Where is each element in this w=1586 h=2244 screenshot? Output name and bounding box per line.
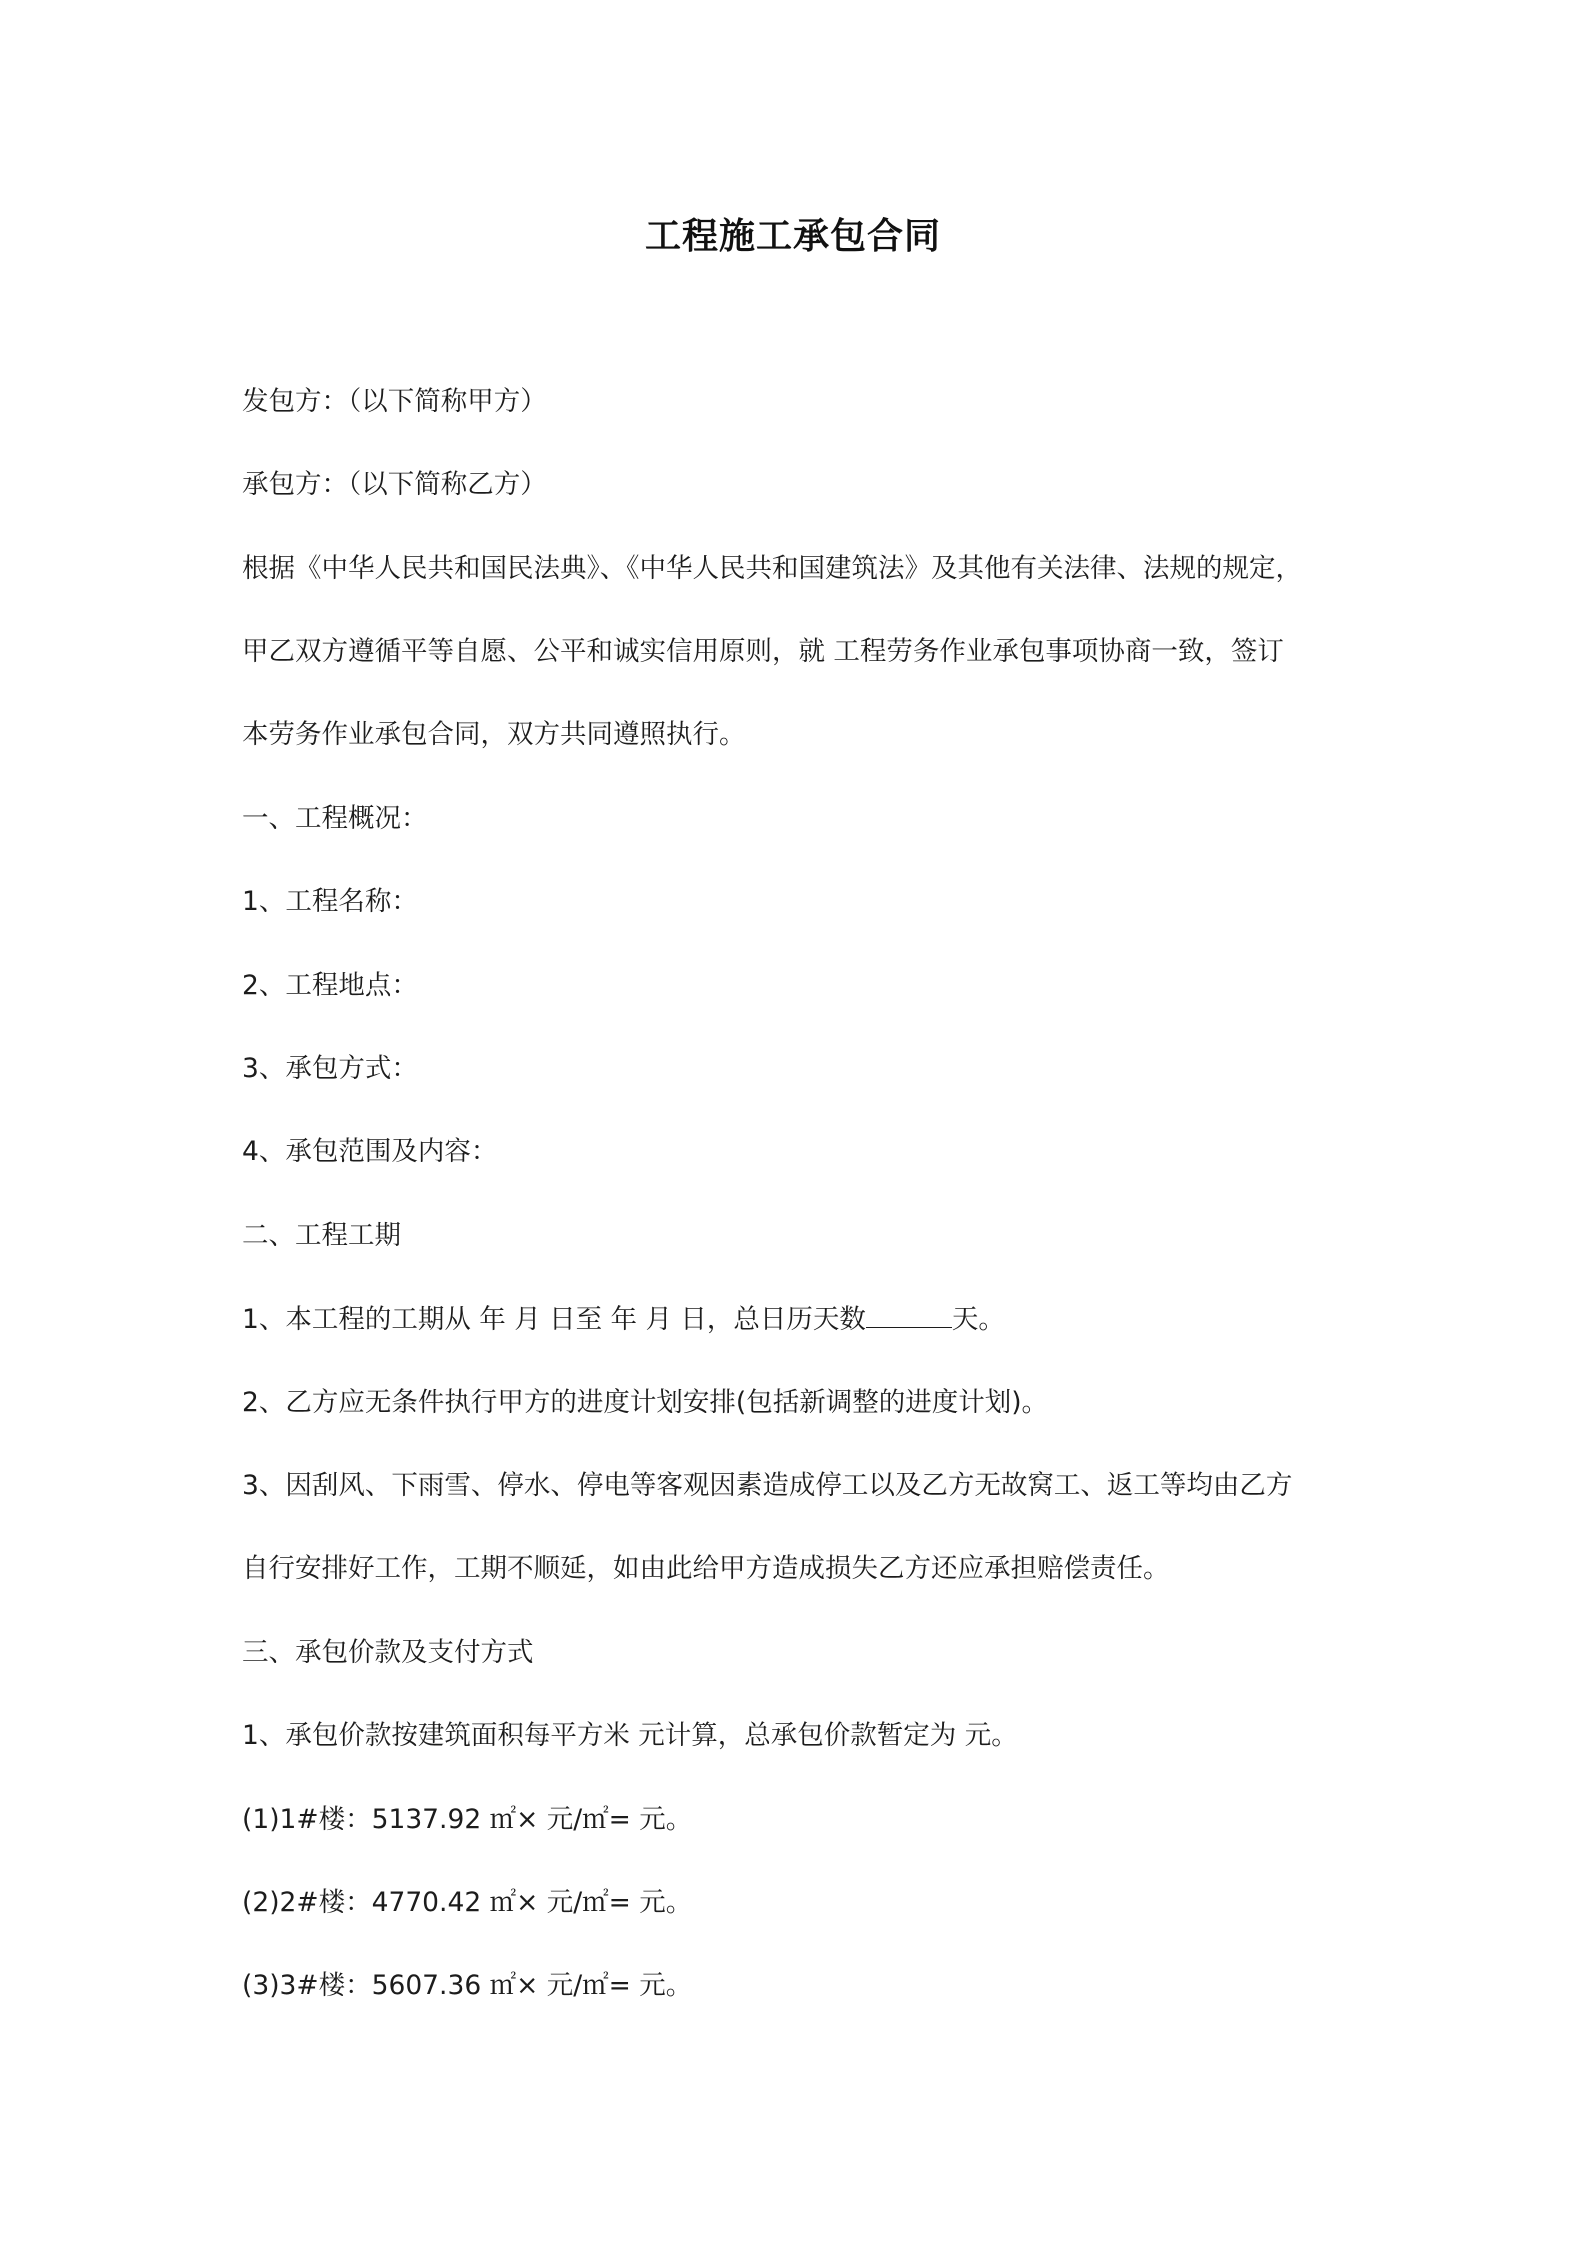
section-1-item-1: 1、工程名称： [242, 886, 418, 917]
preamble-line-1: 根据《中华人民共和国民法典》、《中华人民共和国建筑法》及其他有关法律、法规的规定， [242, 553, 1302, 584]
section-2-item-3-line-1: 3、因刮风、下雨雪、停水、停电等客观因素造成停工以及乙方无故窝工、返工等均由乙方 [242, 1470, 1293, 1501]
document-title: 工程施工承包合同 [644, 216, 941, 257]
preamble-line-2: 甲乙双方遵循平等自愿、公平和诚实信用原则，就 工程劳务作业承包事项协商一致，签订 [242, 636, 1284, 667]
section-2-item-1 [242, 1299, 1352, 1340]
section-3-building-1: (1)1#楼：5137.92 ㎡× 元/㎡= 元。 [242, 1804, 693, 1835]
section-2-item-1-text: 1、本工程的工期从 年 月 日至 年 月 日，总日历天数 [242, 1304, 866, 1335]
preamble-line-3: 本劳务作业承包合同，双方共同遵照执行。 [242, 719, 746, 750]
section-2-item-2: 2、乙方应无条件执行甲方的进度计划安排(包括新调整的进度计划)。 [242, 1387, 1049, 1418]
party-b-line: 承包方：（以下简称乙方） [242, 469, 547, 500]
section-2-item-1-suffix: 天。 [951, 1304, 1005, 1335]
section-3-building-2: (2)2#楼：4770.42 ㎡× 元/㎡= 元。 [242, 1887, 693, 1918]
total-days-blank [866, 1299, 952, 1328]
section-1-item-4: 4、承包范围及内容： [242, 1136, 498, 1167]
section-2-item-3-line-2: 自行安排好工作，工期不顺延，如由此给甲方造成损失乙方还应承担赔偿责任。 [242, 1553, 1170, 1584]
party-a-line: 发包方：（以下简称甲方） [242, 386, 547, 417]
section-3-item-1: 1、承包价款按建筑面积每平方米 元计算，总承包价款暂定为 元。 [242, 1720, 1018, 1751]
section-3-building-3: (3)3#楼：5607.36 ㎡× 元/㎡= 元。 [242, 1970, 693, 2001]
section-1-heading: 一、工程概况： [242, 803, 428, 834]
section-1-item-2: 2、工程地点： [242, 970, 418, 1001]
section-3-heading: 三、承包价款及支付方式 [242, 1637, 534, 1668]
section-2-heading: 二、工程工期 [242, 1220, 401, 1251]
section-1-item-3: 3、承包方式： [242, 1053, 418, 1084]
